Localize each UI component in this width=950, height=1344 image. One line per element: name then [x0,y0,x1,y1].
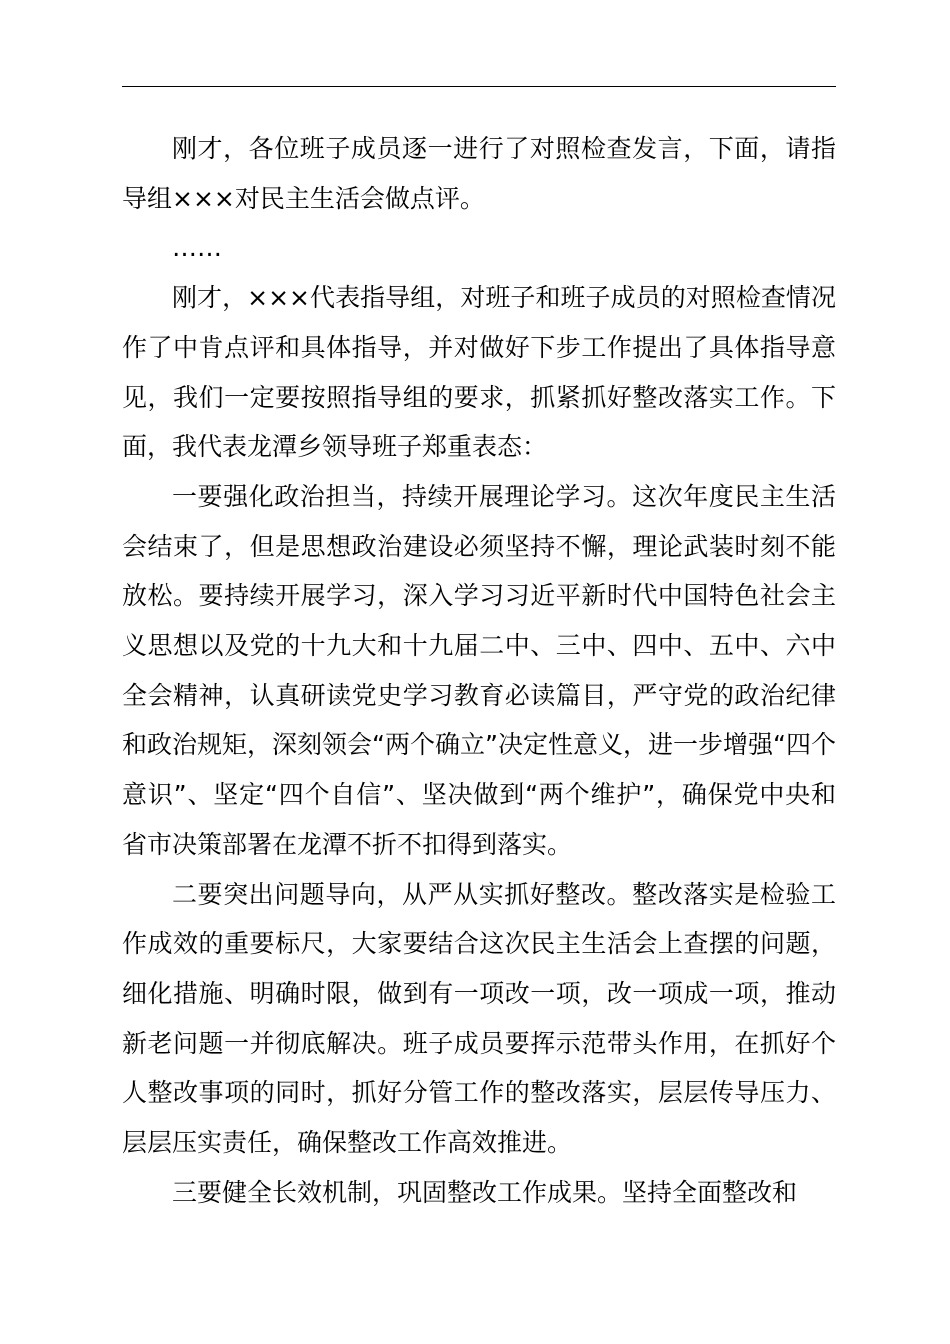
header-rule [122,86,836,87]
paragraph-review-request: 刚才，各位班子成员逐一进行了对照检查发言，下面，请指导组×××对民主生活会做点评。 [122,134,836,213]
document-body [122,124,836,1217]
paragraph-point-one: 一要强化政治担当，持续开展理论学习。这次年度民主生活会结束了，但是思想政治建设必须坚持不懈，理论武装时刻不能放松。要持续开展学习，深入学习习近平新时代中国特色社会主义思想以及党的十九大和十九届二中、三中、四中、五中、六中全会精神，认真研读党史学习教育必读篇目，严守党的政治纪律和政治规矩，深刻领会“两个确立”决定性意义，进一步增强“四个意识”、坚定“四个自信”、坚决做到“两个维护”，确保党中央和省市决策部署在龙潭不折不扣得到落实。 [122,481,836,859]
paragraph-ellipsis: …… [172,233,222,263]
paragraph-response-statement: 刚才，×××代表指导组，对班子和班子成员的对照检查情况作了中肯点评和具体指导，并对做好下步工作提出了具体指导意见，我们一定要按照指导组的要求，抓紧抓好整改落实工作。下面，我代表龙潭乡领导班子郑重表态： [122,283,836,462]
paragraph-point-three: 三要健全长效机制，巩固整改工作成果。坚持全面整改和 [172,1177,798,1207]
paragraph-point-two: 二要突出问题导向，从严从实抓好整改。整改落实是检验工作成效的重要标尺，大家要结合这次民主生活会上查摆的问题，细化措施、明确时限，做到有一项改一项，改一项成一项，推动新老问题一并彻底解决。班子成员要挥示范带头作用，在抓好个人整改事项的同时，抓好分管工作的整改落实，层层传导压力、层层压实责任，确保整改工作高效推进。 [122,879,836,1158]
